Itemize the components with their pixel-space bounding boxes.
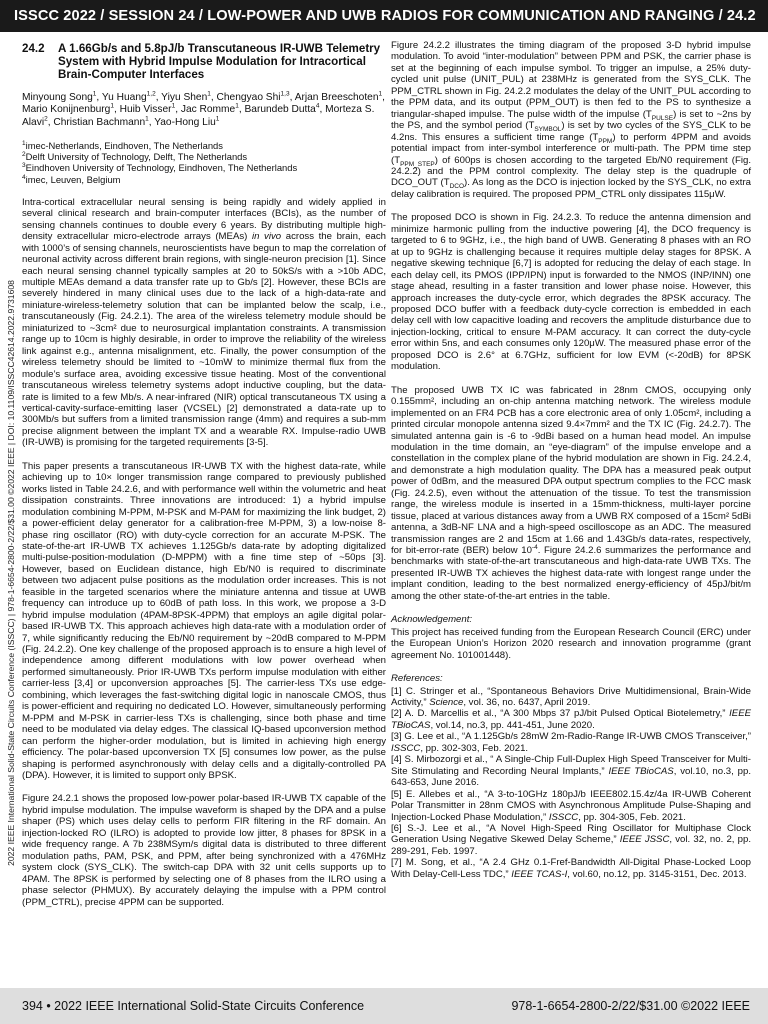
- body-paragraph: The proposed DCO is shown in Fig. 24.2.3. To reduce the antenna dimension and minimize harmonic pulling from the inductive powering [4], the DCO frequency is targeted to 6 to 9GHz, i.e., the high band of UWB. Generating 8 phases with an RO at up to 9GHz is challenging because it requires multiple delay stages for 8PSK. A negative skewing technique [6,7] is adopted for reducing the delay of each stage. In each delay cell, its PMOS (IPP/IPN) input is forwarded to the NMOS (INP/INN) one stage ahead, resulting in a faster transition and lower phase noise. However, this approach increases the duty-cycle error, which degrades the 8PSK accuracy. The proposed DCO buffer with a feedback duty-cycle correction is embedded in each delay cell with low capacitive loading and recovers the amplitude disturbance due to injection-locking, critical to ensure M-PAM accuracy. It can correct the duty-cycle error within 5ns, and each consumes only 120μW. The measured phase error of the proposed DCO is 2.6° at 6.7GHz, sufficient for low EVM (<-20dB) for 8PSK modulation.: [391, 212, 751, 373]
- reference-item: [7] M. Song, et al., “A 2.4 GHz 0.1-Fref-Bandwidth All-Digital Phase-Locked Loop With Delay-Cell-Less TDC,” IEEE TCAS-I, vol.60, no.12, pp. 3145-3151, Dec. 2013.: [391, 857, 751, 880]
- reference-item: [2] A. D. Marcellis et al., “A 300 Mbps 37 pJ/bit Pulsed Optical Biotelemetry,” IEEE TBioCAS, vol.14, no.3, pp. 441-451, June 2020.: [391, 708, 751, 731]
- footer-copyright: 978-1-6654-2800-2/22/$31.00 ©2022 IEEE: [511, 999, 750, 1013]
- side-metadata: [1, 170, 21, 975]
- affiliation-2: $^2$Delft University of Technology, Delft, The Netherlands: [22, 151, 248, 163]
- acknowledgement-text: This project has received funding from the European Research Council (ERC) under the European Union’s Horizon 2020 research and innovation programme (grant agreement No. 101001448).: [391, 626, 751, 661]
- affiliation-1: $^1$imec-Netherlands, Eindhoven, The Netherlands: [22, 139, 223, 151]
- body-paragraph: The proposed UWB TX IC was fabricated in 28nm CMOS, occupying only 0.155mm², including an on-chip antenna matching network. The wireless module implemented on an FR4 PCB has a core electronic area of only 1.05cm², including a printed circular monopole antenna sized 9.4×7mm² and the TX IC (Fig. 24.2.7). The simulated antenna gain is -6 to -9dBi based on a human head model. An impulse modulation in the time domain, an “eye-diagram” of the impulse envelope and a constellation in the complex plane of the hybrid modulation are shown in Fig. 24.2.4, and demonstrate a high modulation quality. The DPA has a measured peak output power of 0dBm, and the measured DPA output spectrum complies to the FCC mask (Fig. 24.2.5), even without the attenuation of the tissue. To test the transmission range, the wireless module is inserted in a 15mm-thickness, multi-layer porcine tissue, placed at various distances away from a UWB RX composed of a 15cm² 5dBi antenna, a 3dB-NF LNA and a high-speed oscilloscope as an ADC. The measured transmission ranges are 2 and 15cm at 1.66 and 1.43Gb/s data-rates, respectively, for bit-error-rate (BER) below $10^{-4}$. Figure 24.2.6 summarizes the performance and benchmarks with state-of-the-art transcutaneous and high-data-rate UWB TXs. The presented IR-UWB TX achieves the highest data-rate with longest range under the implant condition, leading to the best normalized energy-efficiency of 45pJ/bit/m among the other state-of-the-art entries in the table.: [391, 384, 751, 602]
- affiliation-list: [22, 140, 386, 185]
- author-list: Minyoung Song$^1$, Yu Huang$^{1,2}$, Yiyu Shen$^1$, Chengyao Shi$^{1,3}$, Arjan Breeschoten$^1$, Mario Konijnenburg$^1$, Huib Visser$^1$, Jac Romme$^1$, Barundeb Dutta$^4$, Morteza S. Alavi$^2$, Christian Bachmann$^1$, Yao-Hong Liu$^1$: [22, 90, 385, 129]
- reference-item: [4] S. Mirbozorgi et al., “ A Single-Chip Full-Duplex High Speed Transceiver for Multi-Site Stimulating and Recording Neural Implants,” IEEE TBioCAS, vol.10, no.3, pp. 643-653, June 2016.: [391, 754, 751, 789]
- reference-item: [1] C. Stringer et al., “Spontaneous Behaviors Drive Multidimensional, Brain-Wide Activity,” Science, vol. 36, no. 6437, April 2019.: [391, 685, 751, 709]
- running-header: ISSCC 2022 / SESSION 24 / LOW-POWER AND UWB RADIOS FOR COMMUNICATION AND RANGING / 24.2: [0, 0, 768, 32]
- paper-title-block: [22, 42, 386, 82]
- right-column: [391, 40, 751, 880]
- reference-item: [6] S.-J. Lee et al., “A Novel High-Speed Ring Oscillator for Multiphase Clock Generation Using Negative Skewed Delay Scheme,” IEEE JSSC, vol. 32, no. 2, pp. 289-291, Feb. 1997.: [391, 823, 751, 857]
- references-heading: References:: [391, 673, 443, 685]
- body-paragraph: Intra-cortical extracellular neural sensing is being rapidly and widely applied in several clinical research and brain-computer interfaces (BCIs), as the number of sensing channels continues to double every 6 years. By distributing multiple high-density extracellular micro-electrode arrays (MEAs) in vivo across the brain, each with 1000’s of sensing channels, neuroscientists have begun to map the correlation of neuronal activity across different brain regions, with single-neuron precision [1]. Since each neural sensing channel typically samples at 20 to 50kS/s with a >10b ADC, multiple MEAs demand a data transfer rate up to Gb/s [2]. However, these BCIs are severely hindered in many clinical uses due to the lack of a high-data-rate and miniature-wireless-telemetry solution that can be implanted below the scalp, i.e., transcutaneously (Fig. 24.2.1). The area of the wireless telemetry module should be miniaturized to ~3cm² due to neurosurgical implantation constraints. A transmission range up to 10cm is highly desirable, in order to improve the reliability of the wireless link against e.g., antenna misalignment, etc. Finally, the power consumption of the wireless telemetry should be limited to ~10mW to minimize thermal flux from the module’s surface area, avoiding excessive tissue heating. Most of the conventional transcutaneous wireless telemetry systems adopt inductive coupling, but the data-rate is limited to a few Mb/s. A near-infrared (NIR) optical transcutaneous TX using a vertical-cavity-surface-emitting laser (VCSEL) [2] demonstrated a data-rate up to 300Mb/s but suffers from a limited transmission range (4mm) and requires a sub-mm precise alignment between the implant TX and a wearable RX. Impulse-radio UWB (IR-UWB) is promising for the targeted requirements [3-5].: [22, 196, 386, 449]
- affiliation-4: $^4$imec, Leuven, Belgium: [22, 173, 121, 185]
- reference-item: [5] E. Allebes et al., “A 3-to-10GHz 180pJ/b IEEE802.15.4z/4a IR-UWB Coherent Polar Transmitter in 28nm CMOS with Asynchronous Amplitude Pulse-Shaping and Injection-Locked Phase Modulation,” ISSCC, pp. 304-305, Feb. 2021.: [391, 788, 751, 823]
- page-footer: [0, 988, 768, 1024]
- body-paragraph: Figure 24.2.2 illustrates the timing diagram of the proposed 3-D hybrid impulse modulation. To avoid “inter-modulation” between PPM and PSK, the carrier phase is set at the beginning of each impulse symbol. To trigger an impulse, a 25% duty-cycled unit pulse (UNIT_PUL) at 238MHz is generated from the SYS_CLK. The PPM_CTRL shown in Fig. 24.2.2 modulates the delay of the UNIT_PUL according to the PPM data, and its output (PPM_OUT) is then fed to the PS to synthesize a triangular-shaped impulse. The pulse width of the impulse $(T_{PULSE})$ is set to ~2ns by the PS, and the symbol period $(T_{SYMBOL})$ is set by two cycles of the SYS_CLK to be 4.2ns. This ensures a sufficient time range $(T_{PPM})$ to perform 4PPM and avoids potential impact from inter-symbol interference or multi-path. The PPM time step $(T_{PPM\_STEP})$ of 600ps is chosen according to the targeted Eb/N0 requirement (Fig. 24.2.2) and the PPM control complexity. The delay step is the quadruple of DCO_OUT $(T_{DCO})$. As long as the DCO is injection locked by the SYS_CLK, no extra delay calibration is required. The proposed PPM_CTRL only dissipates 115μW.: [391, 40, 752, 200]
- side-metadata-text: 2022 IEEE International Solid-State Circuits Conference (ISSCC) | 978-1-6654-2800-2/22/$31.00 ©2022 IEEE | DOI: 10.1109/ISSCC42614.2022.9731608: [6, 279, 16, 866]
- affiliation-3: $^3$Eindhoven University of Technology, Eindhoven, The Netherlands: [22, 162, 298, 174]
- paper-title: A 1.66Gb/s and 5.8pJ/b Transcutaneous IR-UWB Telemetry System with Hybrid Impulse Modulation for Intracortical Brain-Computer Interfaces: [58, 42, 381, 82]
- acknowledgement-heading: Acknowledgement:: [391, 614, 473, 626]
- footer-page-info: 394 • 2022 IEEE International Solid-State Circuits Conference: [22, 999, 365, 1013]
- reference-item: [3] G. Lee et al., “A 1.125Gb/s 28mW 2m-Radio-Range IR-UWB CMOS Transceiver,” ISSCC, pp. 302-303, Feb. 2021.: [391, 731, 751, 754]
- paper-number: 24.2: [22, 42, 45, 55]
- body-paragraph: Figure 24.2.1 shows the proposed low-power polar-based IR-UWB TX capable of the hybrid impulse modulation. The impulse waveform is shaped by the DPA and a pulse shaper (PS) which uses delay cells to perform FIR filtering in the RF domain. An injection-locked RO (ILRO) is adopted to provide low jitter, 8 phases for 8PSK in a wide frequency range. A 7b 238MSym/s digital data is distributed to three different modulation paths, PAM, PSK, and PPM, after being synchronized with a 476MHz system clock (SYS_CLK). The switch-cap DPA with 32 unit cells supports up to 4PAM. The 8PSK is performed by selecting one of 8 phases from the ILRO using a phase selector (PHMUX). By accurately delaying the impulse with a PPM control (PPM_CTRL), precise 4PPM can be supported.: [22, 793, 386, 908]
- left-column: [22, 40, 386, 920]
- body-paragraph: This paper presents a transcutaneous IR-UWB TX with the highest data-rate, while achieving up to 10× longer transmission range compared to previously published works listed in Table 24.2.6, and with performance well within the volumetric and heat dissipation constraints. Three innovations are introduced: 1) a hybrid impulse modulation combining M-PPM, M-PSK and M-PAM for maximizing the link budget, 2) a power-efficient delay generator for a calibration-free M-PPM, 3) a low-noise 8-phase ring oscillator (RO) with duty-cycle correction for an accurate M-PSK. The state-of-the-art IR-UWB TX achieves 1.125Gb/s data-rate by adopting digitalized multi-pulse-position-modulation (D-MPPM) with a fine time step of ~50ps [3]. However, based on Euclidean distance, high Eb/N0 is required to discriminate between two adjacent pulse positions as the modulation order increases. This is not feasible in the targeted scenarios where the miniature antenna and tissue at UWB frequency can introduce up to 60dB of path loss. In this work, we propose a 3-D hybrid impulse modulation (4PAM-8PSK-4PPM) that employs an agile digital polar-based IR-UWB TX. This approach achieves high data-rate with a modulation order of 7, while significantly reducing the Eb/N0 requirement by ~20dB compared to M-PPM (Fig. 24.2.2). One key challenge of the proposed approach is to ensure a high level of independence among different modulations with low power overhead when performed simultaneously. Prior IR-UWB TXs perform impulse modulation with either carrier-less [3,4] or upconversion approaches [5]. The carrier-less TXs use edge-combining, which leverages the fast-switching digital logic in nanoscale CMOS, thus is power-efficient and requiring no dedicated LO. However, simultaneously performing M-PPM and M-PSK in carrier-less TXs is challenging, since both phase and time need to be modulated via delay edges. The classical IQ-based upconversion method can perform the higher-order modulation, but is limited in achieving high energy efficiency. The polar-based upconversion TX [5] consumes low power, as the pulse shaping is performed asynchronously with delay cells and a digitally-controlled PA (DPA). However, it is limited to support only BPSK.: [22, 460, 386, 782]
